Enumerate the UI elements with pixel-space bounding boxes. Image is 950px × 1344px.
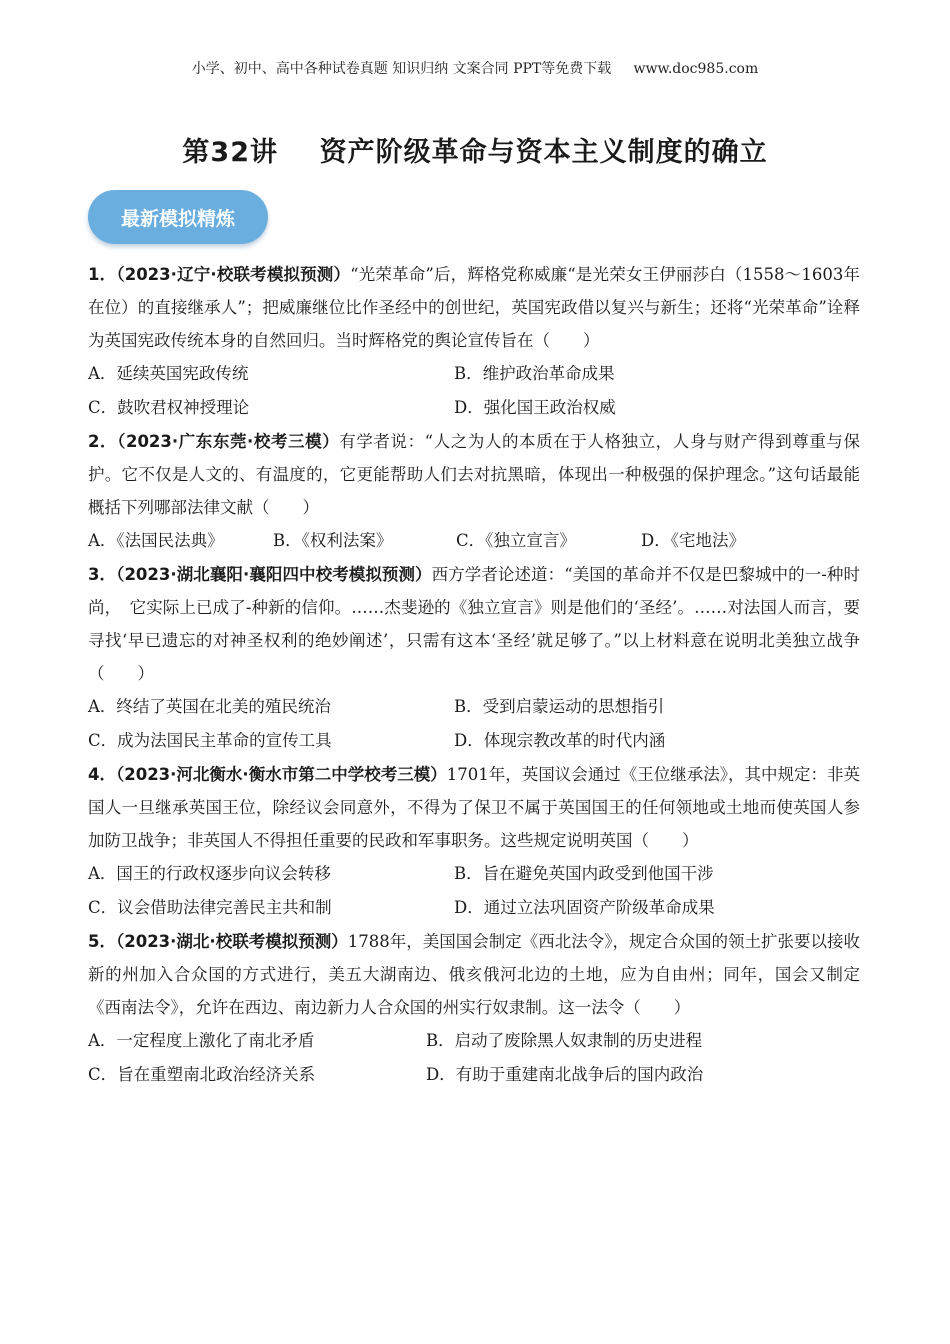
question-4 — [88, 758, 860, 925]
section-badge: 最新模拟精炼 — [88, 190, 268, 244]
option-d[interactable]: D．强化国王政治权威 — [454, 398, 616, 417]
option-b[interactable]: B．受到启蒙运动的思想指引 — [454, 697, 665, 716]
option-d[interactable]: D．通过立法巩固资产阶级革命成果 — [454, 898, 715, 917]
option-a[interactable]: A．一定程度上激化了南北矛盾 — [88, 1031, 315, 1050]
question-text: 1788年，美国国会制定《西北法令》，规定合众国的领土扩张要以接收新的州加入合众国的方式进行，美五大湖南边、俄亥俄河北边的土地，应为自由州；同年，国会又制定《西南法令》，允许在西边、南边新力人合众国的州实行奴隶制。这一法令（ ） — [88, 932, 860, 1017]
options-row — [88, 1058, 860, 1092]
question-list — [88, 258, 860, 1092]
question-text: 1701年，英国议会通过《王位继承法》，其中规定：非英国人一旦继承英国王位，除经议会同意外，不得为了保卫不属于英国国王的任何领地或土地而使英国人参加防卫战争；非英国人不得担任重要的民政和军事职务。这些规定说明英国（ ） — [88, 765, 860, 850]
option-a[interactable]: A．延续英国宪政传统 — [88, 364, 249, 383]
question-stem — [88, 425, 860, 524]
option-b[interactable]: B．启动了废除黑人奴隶制的历史进程 — [426, 1031, 703, 1050]
question-text: 有学者说：“人之为人的本质在于人格独立，人身与财产得到尊重与保护。它不仅是人文的、有温度的，它更能帮助人们去对抗黑暗，体现出一种极强的保护理念。”这句话最能概括下列哪部法律文献（ ） — [88, 432, 861, 517]
question-source: （2023·广东东莞·校考三模） — [117, 432, 340, 451]
options-row — [88, 857, 860, 891]
question-stem — [88, 558, 860, 690]
question-stem — [88, 925, 860, 1024]
options-row — [88, 1024, 860, 1058]
question-source: （2023·河北衡水·衡水市第二中学校考三模） — [115, 765, 447, 784]
option-c[interactable]: C．旨在重塑南北政治经济关系 — [88, 1065, 316, 1084]
question-source: （2023·湖北襄阳·襄阳四中校考模拟预测） — [116, 565, 432, 584]
question-text: 西方学者论述道：“美国的革命并不仅是巴黎城中的一-种时尚， 它实际上已成了-种新的信仰。……杰斐逊的《独立宣言》则是他们的‘圣经’。……对法国人而言，要寻找‘早已遗忘的对神圣权利的绝妙阐述’，只需有这本‘圣经’就足够了。”以上材料意在说明北美独立战争（ ） — [88, 565, 860, 683]
option-d[interactable]: D．《宅地法》 — [641, 531, 745, 550]
option-d[interactable]: D．体现宗教改革的时代内涵 — [454, 731, 666, 750]
option-a[interactable]: A．《法国民法典》 — [88, 531, 224, 550]
options-row — [88, 357, 860, 391]
question-stem — [88, 258, 860, 357]
option-b[interactable]: B．旨在避免英国内政受到他国干涉 — [454, 864, 714, 883]
question-number: 4． — [88, 765, 116, 784]
page-header — [0, 58, 950, 78]
question-number: 2． — [88, 432, 118, 451]
page-title: 第32讲 资产阶级革命与资本主义制度的确立 — [182, 137, 768, 168]
question-number: 3． — [88, 565, 117, 584]
option-c[interactable]: C．鼓吹君权神授理论 — [88, 398, 250, 417]
question-stem — [88, 758, 860, 857]
question-source: （2023·湖北·校联考模拟预测） — [115, 932, 348, 951]
option-b[interactable]: B．维护政治革命成果 — [454, 364, 615, 383]
option-b[interactable]: B．《权利法案》 — [273, 531, 393, 550]
question-1 — [88, 258, 860, 425]
option-c[interactable]: C．成为法国民主革命的宣传工具 — [88, 731, 332, 750]
option-a[interactable]: A．国王的行政权逐步向议会转移 — [88, 864, 331, 883]
question-5 — [88, 925, 860, 1092]
question-2 — [88, 425, 860, 558]
options-row — [88, 391, 860, 425]
option-a[interactable]: A．终结了英国在北美的殖民统治 — [88, 697, 331, 716]
question-text: “光荣革命”后，辉格党称威廉“是光荣女王伊丽莎白（1558～1603年在位）的直接继承人”；把威廉继位比作圣经中的创世纪，英国宪政借以复兴与新生；还将“光荣革命”诠释为英国宪政传统本身的自然回归。当时辉格党的舆论宣传旨在（ ） — [88, 265, 860, 350]
option-c[interactable]: C．议会借助法律完善民主共和制 — [88, 898, 332, 917]
question-number: 5． — [88, 932, 116, 951]
options-row — [88, 524, 860, 558]
question-number: 1． — [88, 265, 117, 284]
question-3 — [88, 558, 860, 758]
options-row — [88, 891, 860, 925]
options-row — [88, 724, 860, 758]
header-url[interactable]: www.doc985.com — [633, 61, 759, 77]
header-text: 小学、初中、高中各种试卷真题 知识归纳 文案合同 PPT等免费下载 — [191, 61, 612, 77]
question-source: （2023·辽宁·校联考模拟预测） — [116, 265, 351, 284]
option-c[interactable]: C．《独立宣言》 — [456, 531, 576, 550]
options-row — [88, 690, 860, 724]
option-d[interactable]: D．有助于重建南北战争后的国内政治 — [426, 1065, 704, 1084]
